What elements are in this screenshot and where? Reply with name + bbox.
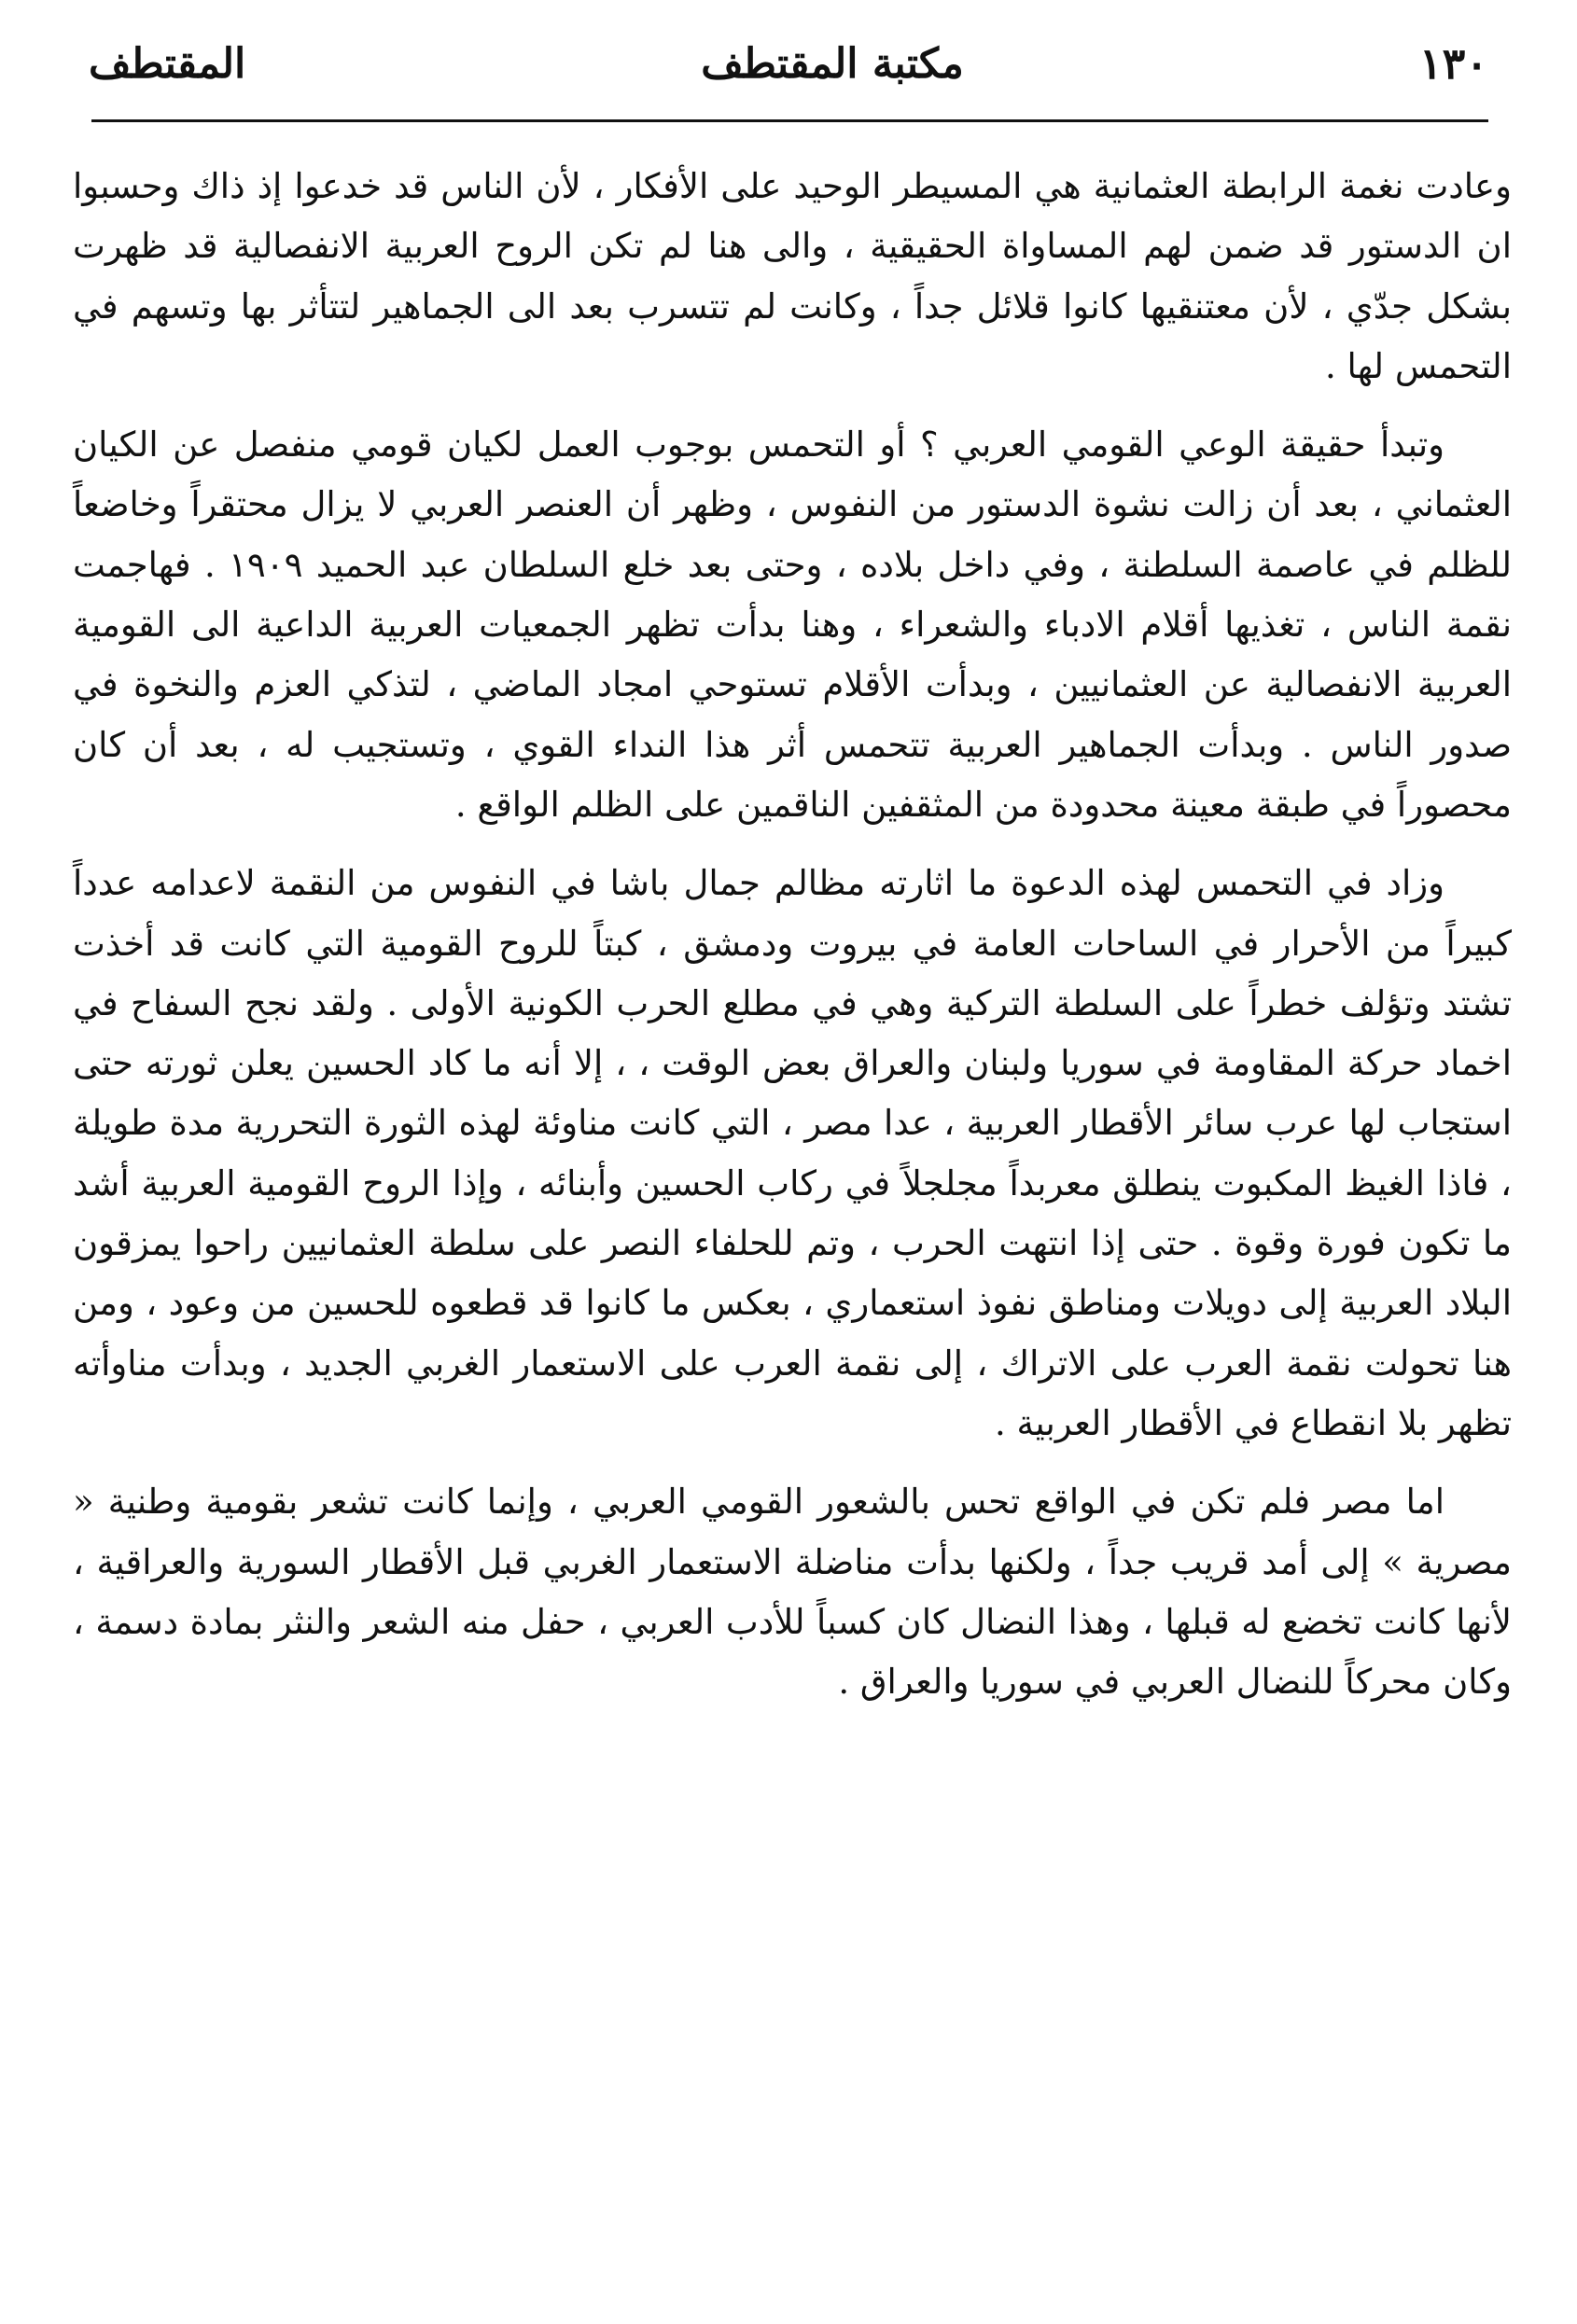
series-title: المقتطف (89, 39, 246, 88)
paragraph: وزاد في التحمس لهذه الدعوة ما اثارته مظالم جمال باشا في النفوس من النقمة لاعدامه عدداً كبيراً من الأحرار في الساحات العامة في بيروت ودمشق ، كبتاً للروح القومية التي كانت قد أخذت تشتد وتؤلف خطراً على السلطة التركية وهي في مطلع الحرب الكونية الأولى . ولقد نجح السفاح في اخماد حركة المقاومة في سوريا ولبنان والعراق بعض الوقت ، ، إلا أنه ما كاد الحسين يعلن ثورته حتى استجاب لها عرب سائر الأقطار العربية ، عدا مصر ، التي كانت مناوئة لهذه الثورة التحررية مدة طويلة ، فاذا الغيظ المكبوت ينطلق معربداً مجلجلاً في ركاب الحسين وأبنائه ، وإذا الروح القومية العربية أشد ما تكون فورة وقوة . حتى إذا انتهت الحرب ، وتم للحلفاء النصر على سلطة العثمانيين راحوا يمزقون البلاد العربية إلى دويلات ومناطق نفوذ استعماري ، بعكس ما كانوا قد قطعوه للحسين من وعود ، ومن هنا تحولت نقمة العرب على الاتراك ، إلى نقمة العرب على الاستعمار الغربي الجديد ، وبدأت مناوأته تظهر بلا انقطاع في الأقطار العربية . (73, 863, 1512, 1443)
body-text (73, 157, 1512, 1731)
paragraph: وتبدأ حقيقة الوعي القومي العربي ؟ أو التحمس بوجوب العمل لكيان قومي منفصل عن الكيان العثماني ، بعد أن زالت نشوة الدستور من النفوس ، وظهر أن العنصر العربي لا يزال محتقراً وخاضعاً للظلم في عاصمة السلطنة ، وفي داخل بلاده ، وحتى بعد خلع السلطان عبد الحميد ١٩٠٩ . فهاجمت نقمة الناس ، تغذيها أقلام الادباء والشعراء ، وهنا بدأت تظهر الجمعيات العربية الداعية الى القومية العربية الانفصالية عن العثمانيين ، وبدأت الأقلام تستوحي امجاد الماضي ، لتذكي العزم والنخوة في صدور الناس . وبدأت الجماهير العربية تتحمس أثر هذا النداء القوي ، وتستجيب له ، بعد أن كان محصوراً في طبقة معينة محدودة من المثقفين الناقمين على الظلم الواقع . (73, 424, 1512, 825)
page-header (89, 35, 1488, 91)
header-rule (91, 119, 1488, 122)
running-title: مكتبة المقتطف (701, 39, 964, 88)
paragraph: وعادت نغمة الرابطة العثمانية هي المسيطر الوحيد على الأفكار ، لأن الناس قد خدعوا إذ ذاك وحسبوا ان الدستور قد ضمن لهم المساواة الحقيقية ، والى هنا لم تكن الروح العربية الانفصالية قد ظهرت بشكل جدّي ، لأن معتنقيها كانوا قلائل جداً ، وكانت لم تتسرب بعد الى الجماهير لتتأثر بها وتسهم في التحمس لها . (73, 166, 1512, 386)
page-number: ١٣٠ (1418, 38, 1488, 89)
paragraph: اما مصر فلم تكن في الواقع تحس بالشعور القومي العربي ، وإنما كانت تشعر بقومية وطنية « مصرية » إلى أمد قريب جداً ، ولكنها بدأت مناضلة الاستعمار الغربي قبل الأقطار السورية والعراقية ، لأنها كانت تخضع له قبلها ، وهذا النضال كان كسباً للأدب العربي ، حفل منه الشعر والنثر بمادة دسمة ، وكان محركاً للنضال العربي في سوريا والعراق . (73, 1482, 1512, 1703)
